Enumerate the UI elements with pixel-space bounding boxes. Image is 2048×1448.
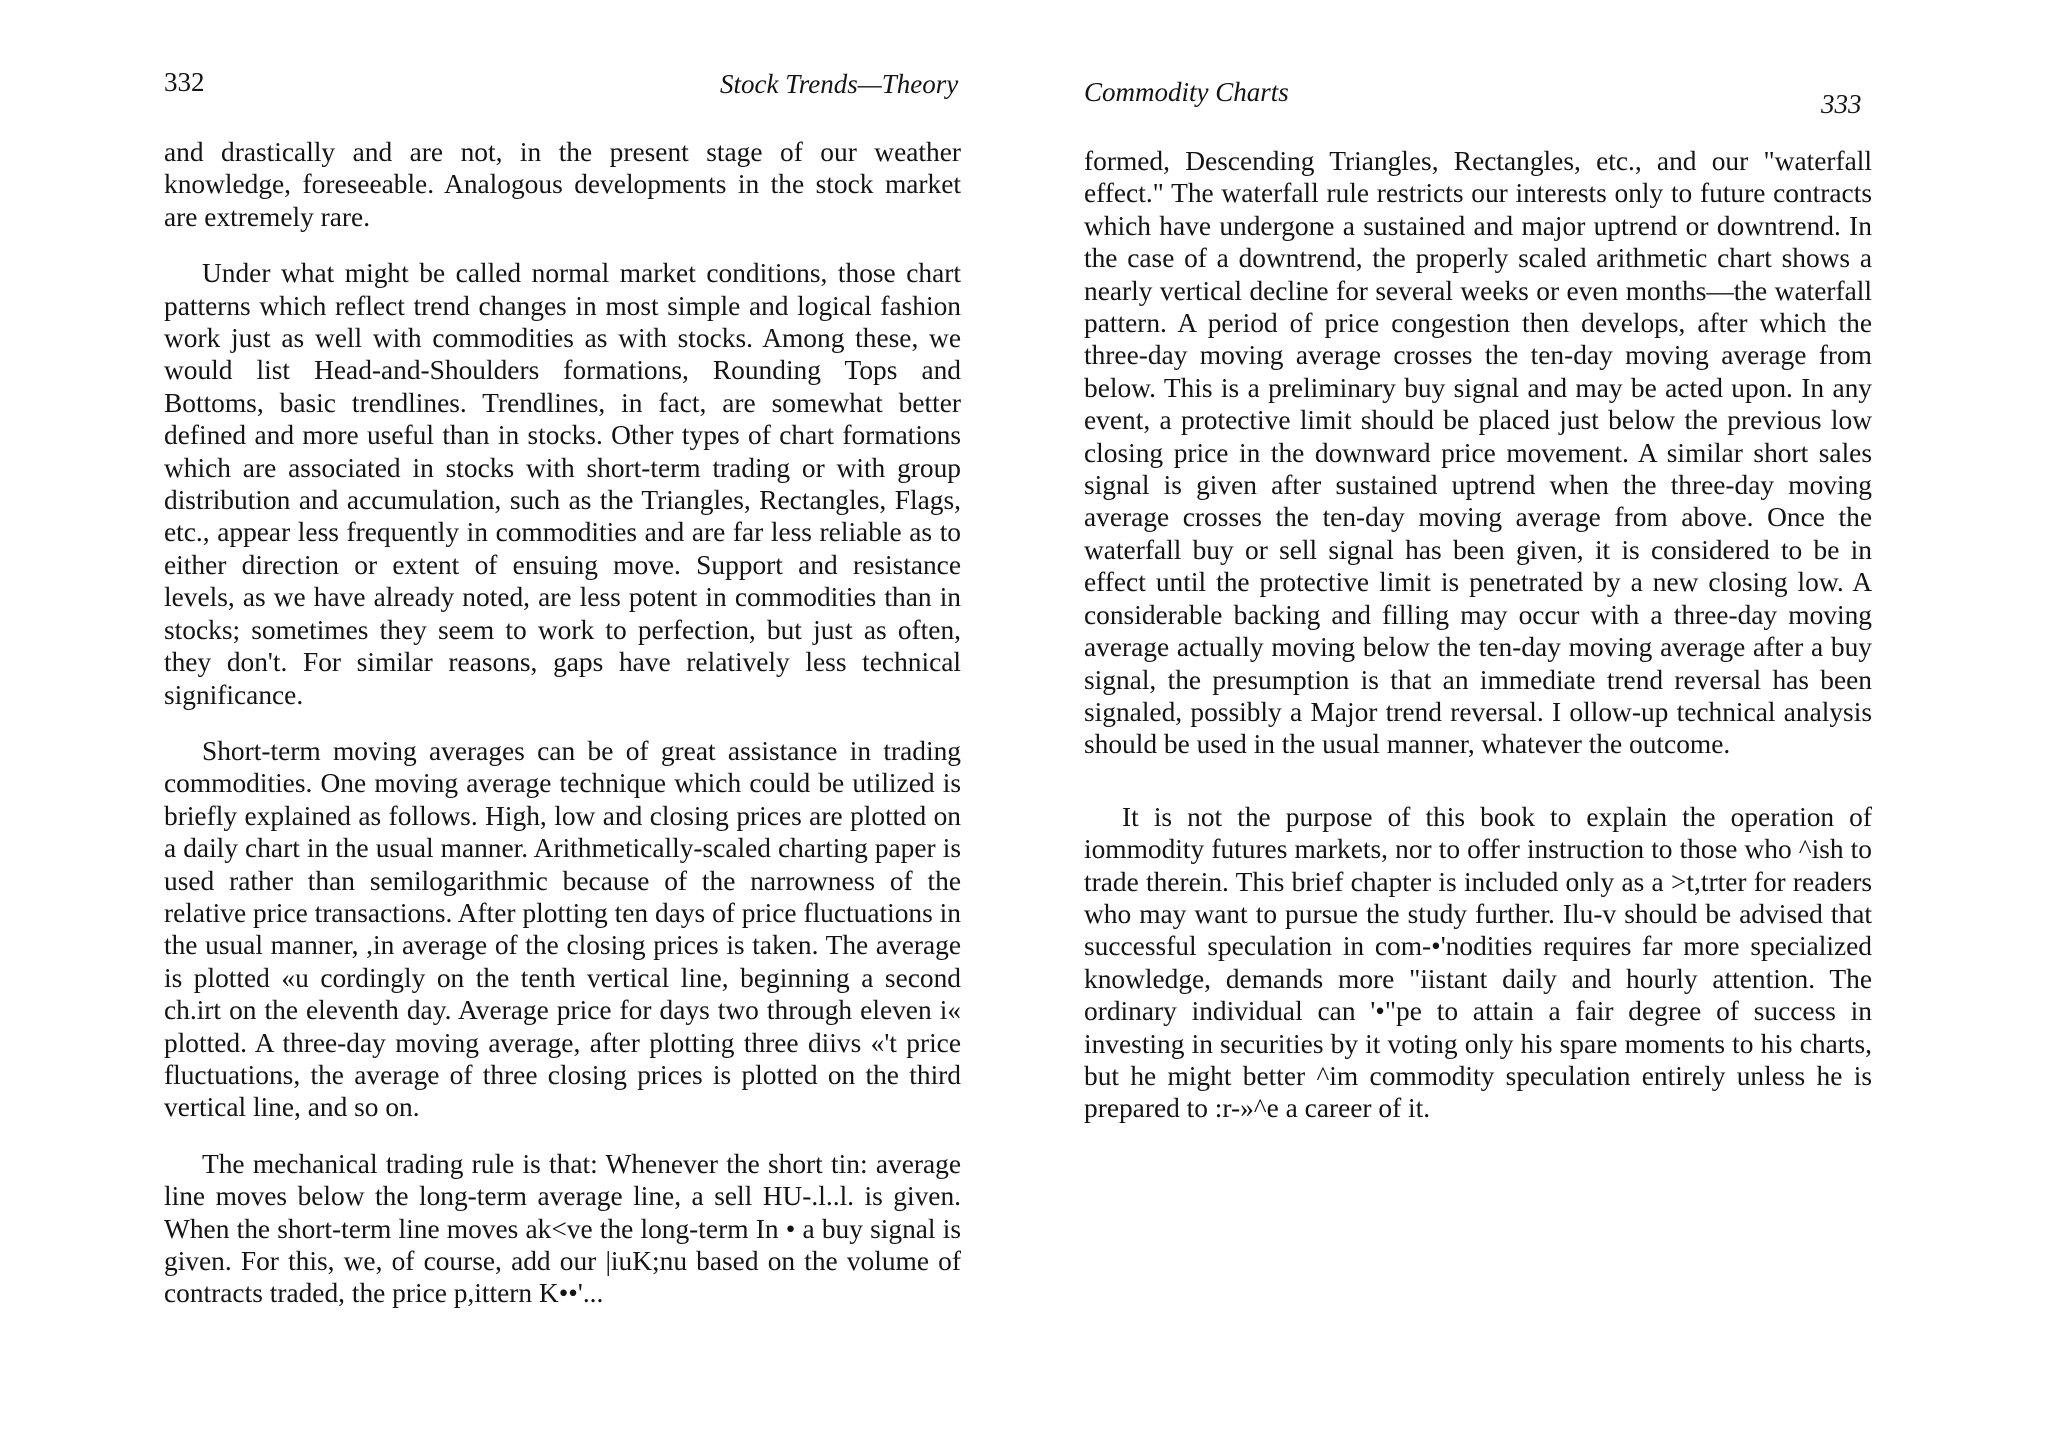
right-body-text (1084, 145, 1872, 1125)
paragraph: Short-term moving averages can be of great assistance in trading commodities. One moving average technique which could be utilized is briefly explained as follows. High, low and closing prices are plotted on a daily chart in the usual manner. Arithmetically-scaled charting paper is used rather than semilogarithmic because of the narrowness of the relative price transactions. After plotting ten days of price fluctuations in the usual manner, ,in average of the closing prices is taken. The average is plotted «u cordingly on the tenth vertical line, beginning a second ch.irt on the eleventh day. Average price for days two through eleven i« plotted. A three-day moving average, after plotting three diivs «'t price fluctuations, the average of three closing prices is plotted on the third vertical line, and so on. (164, 735, 961, 1123)
running-title-left: Stock Trends—Theory (720, 69, 959, 99)
page-number-left: 332 (164, 67, 205, 97)
paragraph: formed, Descending Triangles, Rectangles, etc., and our "waterfall effect." The waterfall rule restricts our interests only to future contracts which have undergone a sustained and major uptrend or downtrend. In the case of a downtrend, the properly scaled arithmetic chart shows a nearly vertical decline for several weeks or even months—the waterfall pattern. A period of price congestion then develops, after which the three-day moving average crosses the ten-day moving average from below. This is a preliminary buy signal and may be acted upon. In any event, a protective limit should be placed just below the previous low closing price in the downward price movement. A similar short sales signal is given after sustained uptrend when the three-day moving average crosses the ten-day moving average from above. Once the waterfall buy or sell signal has been given, it is considered to be in effect until the protective limit is penetrated by a new closing low. A considerable backing and filling may occur with a three-day moving average actually moving below the ten-day moving average after a buy signal, the presumption is that an immediate trend reversal has been signaled, possibly a Major trend reversal. I ollow-up technical analysis should be used in the usual manner, whatever the outcome. (1084, 146, 1872, 760)
paragraph: The mechanical trading rule is that: Whenever the short tin: average line moves below the long-term average line, a sell HU-.l..l. is given. When the short-term line moves ak<ve the long-term In • a buy signal is given. For this, we, of course, add our |iuK;nu based on the volume of contracts traded, the price p,ittern K••'... (164, 1148, 961, 1309)
paragraph: Under what might be called normal market conditions, those chart patterns which reflect trend changes in most simple and logical fashion work just as well with commodities as with stocks. Among these, we would list Head-and-Shoulders formations, Rounding Tops and Bottoms, basic trendlines. Trendlines, in fact, are somewhat better defined and more useful than in stocks. Other types of chart formations which are associated in stocks with short-term trading or with group distribution and accumulation, such as the Triangles, Rectangles, Flags, etc., appear less frequently in commodities and are far less reliable as to either direction or extent of ensuing move. Support and resistance levels, as we have already noted, are less potent in commodities than in stocks; sometimes they seem to work to perfection, but just as often, they don't. For similar reasons, gaps have relatively less technical significance. (164, 258, 961, 710)
right-page (1024, 0, 2048, 1448)
left-body-text (164, 136, 961, 1310)
paragraph: It is not the purpose of this book to explain the operation of iommodity futures markets, nor to offer instruction to those who ^ish to trade therein. This brief chapter is included only as a >t,trter for readers who may want to pursue the study further. Ilu-v should be advised that successful speculation in com-•'nodities requires far more specialized knowledge, demands more "iistant daily and hourly attention. The ordinary individual can '•"pe to attain a fair degree of success in investing in securities by it voting only his spare moments to his charts, but he might better ^im commodity speculation entirely unless he is prepared to :r-»^e a career of it. (1084, 801, 1872, 1124)
paragraph: and drastically and are not, in the present stage of our weather knowledge, foreseeable. Analogous developments in the stock market are extremely rare. (164, 137, 961, 232)
page-number-right: 333 (1821, 89, 1862, 119)
running-title-right: Commodity Charts (1084, 77, 1289, 107)
